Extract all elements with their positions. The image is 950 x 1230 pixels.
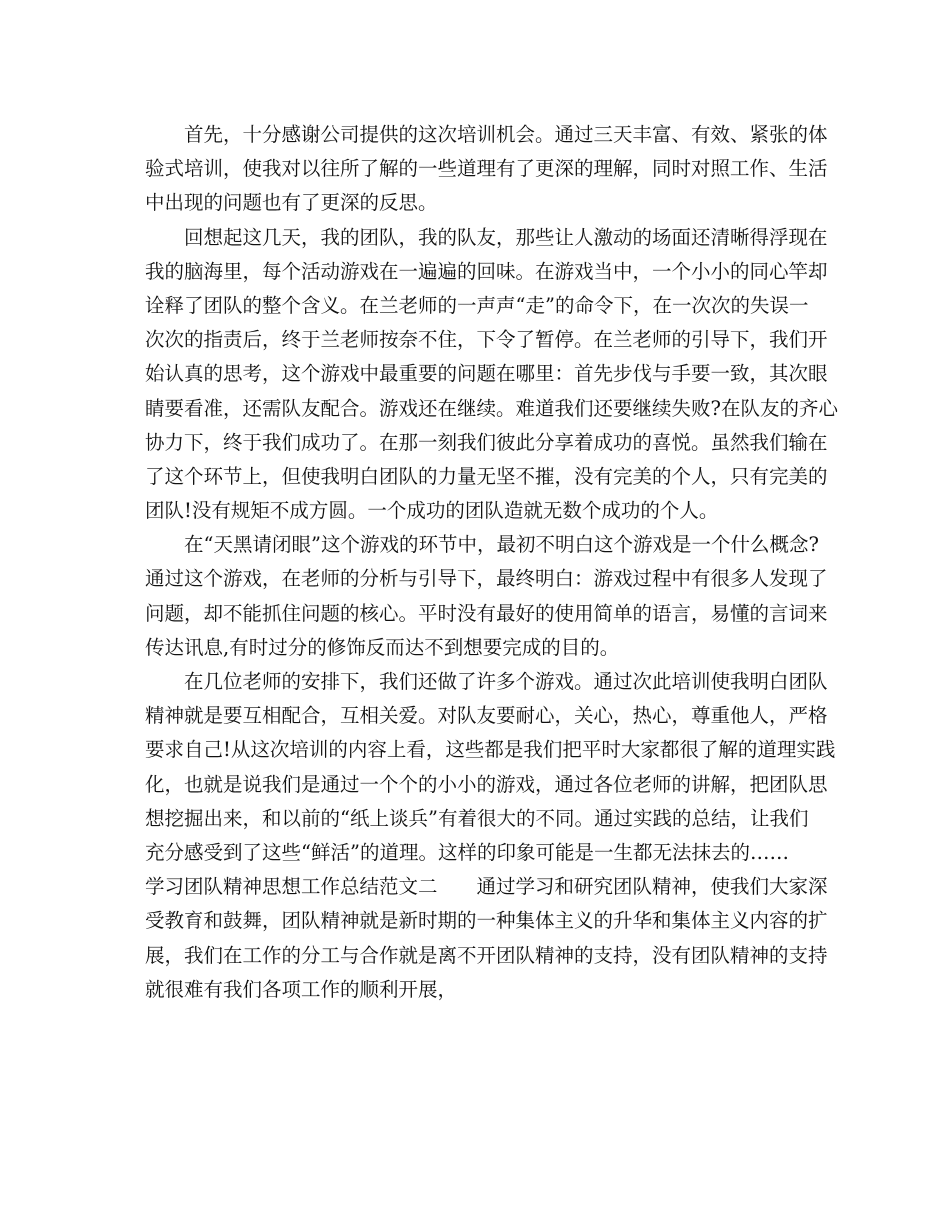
text-line: 睛要看准，还需队友配合。游戏还在继续。难道我们还要继续失败?在队友的齐心 [145, 396, 838, 420]
text-line: 想挖掘出来，和以前的“纸上谈兵”有着很大的不同。通过实践的总结，让我们 [145, 806, 809, 830]
text-line: 受教育和鼓舞，团队精神就是新时期的一种集体主义的升华和集体主义内容的扩 [145, 909, 828, 933]
text-line: 精神就是要互相配合，互相关爱。对队友要耐心，关心，热心，尊重他人，严格 [145, 704, 828, 728]
text-line: 首先，十分感谢公司提供的这次培训机会。通过三天丰富、有效、紧张的体 [145, 123, 828, 146]
text-line: 在几位老师的安排下，我们还做了许多个游戏。通过次此培训使我明白团队 [145, 670, 828, 693]
text-line: 诠释了团队的整个含义。在兰老师的一声声“走”的命令下，在一次次的失误一 [145, 293, 809, 317]
text-line: 团队!没有规矩不成方圆。一个成功的团队造就无数个成功的个人。 [145, 499, 719, 523]
text-line: 问题，却不能抓住问题的核心。平时没有最好的使用简单的语言，易懂的言词来 [145, 601, 828, 625]
text-line: 化，也就是说我们是通过一个个的小小的游戏，通过各位老师的讲解，把团队思 [145, 772, 828, 796]
text-line: 学习团队精神思想工作总结范文二 通过学习和研究团队精神，使我们大家深 [145, 875, 828, 899]
text-line: 展，我们在工作的分工与合作就是离不开团队精神的支持，没有团队精神的支持 [145, 943, 828, 967]
text-line: 验式培训，使我对以往所了解的一些道理有了更深的理解，同时对照工作、生活 [145, 157, 828, 181]
text-line: 在“天黑请闭眼”这个游戏的环节中，最初不明白这个游戏是一个什么概念? [145, 533, 819, 557]
text-line: 就很难有我们各项工作的顺利开展， [145, 977, 458, 1001]
text-line: 回想起这几天，我的团队，我的队友，那些让人激动的场面还清晰得浮现在 [145, 225, 828, 249]
text-line: 通过这个游戏，在老师的分析与引导下，最终明白：游戏过程中有很多人发现了 [145, 567, 828, 591]
text-line: 始认真的思考，这个游戏中最重要的问题在哪里：首先步伐与手要一致，其次眼 [145, 362, 828, 386]
text-line: 次次的指责后，终于兰老师按奈不住，下令了暂停。在兰老师的引导下，我们开 [145, 328, 828, 352]
text-line: 协力下，终于我们成功了。在那一刻我们彼此分享着成功的喜悦。虽然我们输在 [145, 430, 828, 454]
text-line: 我的脑海里，每个活动游戏在一遍遍的回味。在游戏当中，一个小小的同心竿却 [145, 259, 828, 283]
text-line: 传达讯息,有时过分的修饰反而达不到想要完成的目的。 [145, 635, 620, 659]
text-line: 要求自己!从这次培训的内容上看，这些都是我们把平时大家都很了解的道理实践 [145, 738, 836, 762]
text-line: 中出现的问题也有了更深的反思。 [145, 191, 438, 215]
body-text [145, 118, 838, 1007]
text-line: 充分感受到了这些“鲜活”的道理。这样的印象可能是一生都无法抹去的…… [145, 840, 789, 864]
text-line: 了这个环节上，但使我明白团队的力量无坚不摧，没有完美的个人，只有完美的 [145, 464, 828, 488]
